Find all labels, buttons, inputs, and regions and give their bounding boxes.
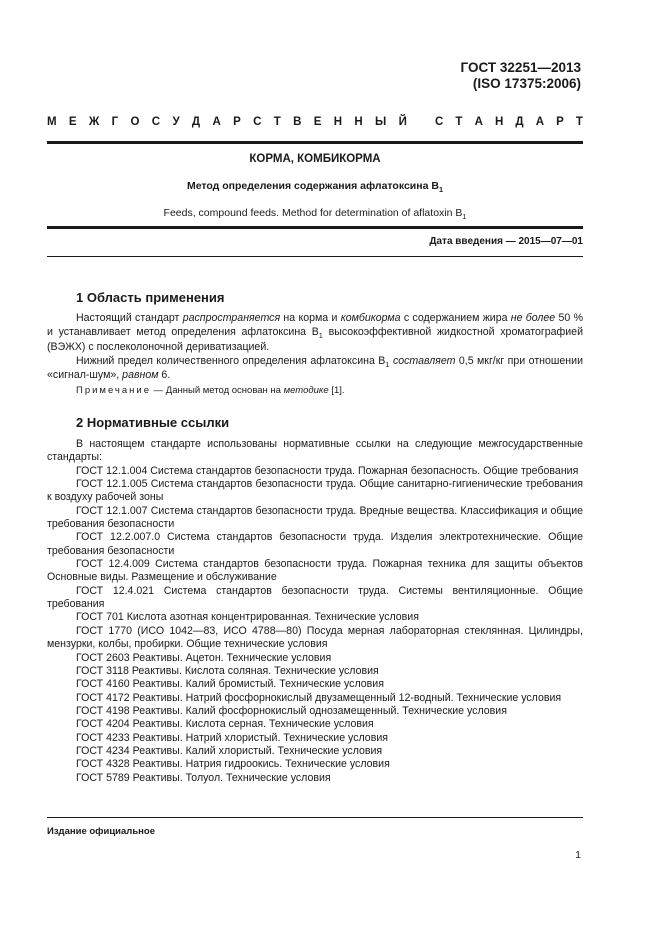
english-title: Feeds, compound feeds. Method for determination of aflatoxin $B_1$ (163, 207, 467, 221)
reference-item: ГОСТ 12.4.021 Система стандартов безопасности труда. Системы вентиляционные. Общие требования (47, 584, 583, 611)
section1-note: Примечание — Данный метод основан на методике [1]. (76, 385, 345, 396)
detection-limit-paragraph: Нижний предел количественного определения афлатоксина $B_1$ составляет 0,5 мкг/кг при отношении «сигнал-шум», равном 6. (47, 354, 583, 382)
scope-paragraph: Настоящий стандарт распространяется на корма и комбикорма с содержанием жира не более 50 % и устанавливает метод определения афлатоксина $B_1$ высокоэффективной жидкостной хроматографией (ВЭЖХ) с послеколоночной дериватизацией. (47, 312, 583, 353)
standard-type-heading (47, 116, 583, 128)
reference-item: ГОСТ 12.4.009 Система стандартов безопасности труда. Пожарная техника для защиты объектов Основные виды. Размещение и обслуживание (47, 558, 583, 584)
title-divider (47, 226, 583, 229)
normative-references-list (47, 438, 583, 785)
reference-item: ГОСТ 12.1.005 Система стандартов безопасности труда. Общие санитарно-гигиенические требования к воздуху рабочей зоны (47, 478, 583, 504)
reference-item: ГОСТ 12.1.004 Система стандартов безопасности труда. Пожарная безопасность. Общие требования (76, 464, 579, 477)
date-divider (47, 256, 583, 257)
section1-heading: 1 Область применения (76, 290, 225, 305)
reference-item: ГОСТ 4204 Реактивы. Кислота серная. Технические условия (76, 718, 374, 731)
reference-item: ГОСТ 1770 (ИСО 1042—83, ИСО 4788—80) Посуда мерная лабораторная стеклянная. Цилиндры, мензурки, колбы, пробирки. Общие технические условия (47, 624, 583, 651)
reference-item: ГОСТ 4234 Реактивы. Калий хлористый. Технические условия (76, 744, 383, 757)
note-label: Примечание (76, 385, 151, 396)
top-divider (47, 141, 583, 144)
gost-number: ГОСТ 32251—2013 (460, 60, 581, 75)
reference-item: ГОСТ 12.2.007.0 Система стандартов безопасности труда. Изделия электротехнические. Общие требования безопасности (47, 531, 583, 557)
reference-item: ГОСТ 4233 Реактивы. Натрий хлористый. Технические условия (76, 731, 388, 744)
reference-item: ГОСТ 12.1.007 Система стандартов безопасности труда. Вредные вещества. Классификация и общие требования безопасности (47, 504, 583, 531)
reference-item: ГОСТ 701 Кислота азотная концентрированная. Технические условия (76, 611, 419, 624)
official-edition-label: Издание официальное (47, 826, 155, 837)
standard-word-standard: С Т А Н Д А Р Т (435, 116, 583, 128)
section2-heading: 2 Нормативные ссылки (76, 415, 230, 430)
references-intro: В настоящем стандарте использованы нормативные ссылки на следующие межгосударственные стандарты: (47, 438, 583, 464)
reference-item: ГОСТ 4328 Реактивы. Натрия гидроокись. Технические условия (76, 758, 390, 771)
reference-item: ГОСТ 3118 Реактивы. Кислота соляная. Технические условия (76, 664, 379, 677)
iso-number: (ISO 17375:2006) (472, 76, 581, 91)
reference-item: ГОСТ 4172 Реактивы. Натрий фосфорнокислый двузамещенный 12-водный. Технические условия (76, 691, 562, 704)
document-subtitle: Метод определения содержания афлатоксина $B_1$ (186, 180, 444, 194)
reference-item: ГОСТ 4198 Реактивы. Калий фосфорнокислый однозамещенный. Технические условия (76, 704, 507, 717)
page-number: 1 (575, 849, 581, 861)
section1-body (47, 311, 583, 382)
reference-item: ГОСТ 2603 Реактивы. Ацетон. Технические условия (76, 651, 332, 664)
standard-word-interstate: М Е Ж Г О С У Д А Р С Т В Е Н Н Ы Й (47, 116, 407, 128)
introduction-date: Дата введения — 2015—07—01 (429, 236, 583, 247)
gost-number-block (461, 60, 581, 92)
document-title: КОРМА, КОМБИКОРМА (249, 153, 381, 165)
reference-item: ГОСТ 4160 Реактивы. Калий бромистый. Технические условия (76, 678, 384, 691)
reference-item: ГОСТ 5789 Реактивы. Толуол. Технические условия (76, 771, 331, 784)
footer-divider (47, 817, 583, 818)
